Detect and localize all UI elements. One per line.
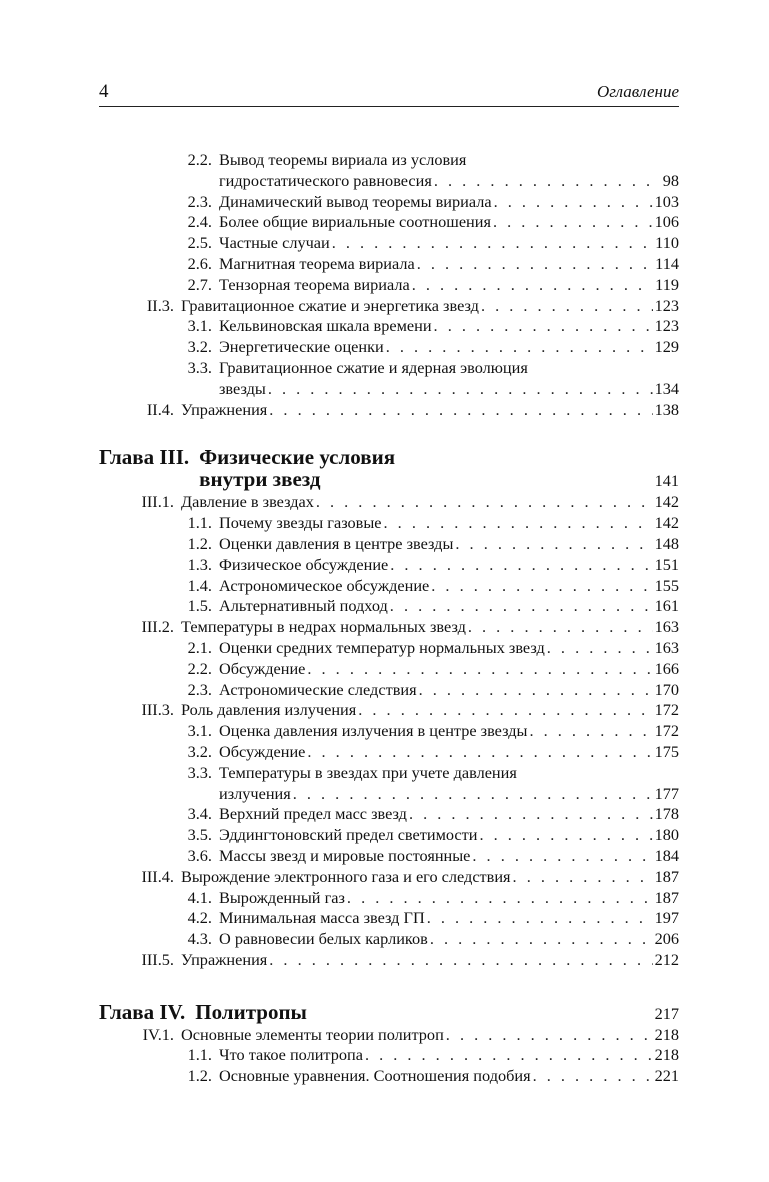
chapter-page-number: 217 (654, 1003, 679, 1023)
entry-title: Почему звезды газовые (219, 513, 382, 533)
entry-number: 3.2. (187, 741, 212, 761)
entry-title-row (181, 1025, 679, 1046)
chapter-title: Политропы (195, 999, 307, 1024)
chapter-heading-4[interactable] (99, 1001, 679, 1025)
entry-title-line2: излучения (219, 783, 291, 803)
dot-leader (305, 742, 653, 763)
entry-title-multiline (219, 150, 679, 192)
entry-title-row (219, 784, 679, 805)
entry-number: 2.1. (187, 637, 212, 657)
entry-page-number: 123 (654, 295, 679, 315)
entry-number: 3.1. (187, 721, 212, 741)
entry-page-number: 178 (654, 804, 679, 824)
entry-title: Упражнения (181, 399, 268, 419)
entry-title-row (181, 492, 679, 513)
entry-number: II.3. (146, 295, 174, 315)
dot-leader (384, 337, 653, 358)
toc-subsection-entry[interactable] (99, 576, 679, 597)
toc-subsection-entry[interactable] (99, 721, 679, 742)
entry-title-row (181, 617, 679, 638)
entry-page-number: 187 (654, 887, 679, 907)
entry-title: Основные элементы теории политроп (181, 1024, 444, 1044)
chapter-title-line1: Физические условия (199, 445, 396, 470)
toc-section-chapter4 (99, 1025, 679, 1087)
toc-subsection-entry[interactable] (99, 233, 679, 254)
entry-title: Астрономическое обсуждение (219, 575, 430, 595)
entry-title-line1: Гравитационное сжатие и ядерная эволюция (219, 357, 528, 377)
toc-section-entry[interactable] (99, 296, 679, 317)
entry-title: Массы звезд и мировые постоянные (219, 845, 471, 865)
entry-title: Верхний предел масс звезд (219, 804, 407, 824)
entry-title-line1: Вывод теоремы вириала из условия (219, 150, 467, 169)
entry-title: Обсуждение (219, 658, 306, 678)
entry-page-number: 197 (654, 908, 679, 928)
toc-subsection-entry[interactable] (99, 275, 679, 296)
toc-subsection-entry[interactable] (99, 212, 679, 233)
chapter-label: Глава III. (99, 445, 190, 470)
entry-title-line2: звезды (219, 378, 266, 398)
entry-number: 2.5. (187, 233, 212, 253)
entry-title: Температуры в недрах нормальных звезд (181, 617, 466, 637)
toc-subsection-entry[interactable] (99, 192, 679, 213)
entry-number: 2.2. (187, 658, 212, 678)
entry-title: Оценки средних температур нормальных звезд (219, 637, 545, 657)
dot-leader (444, 1025, 653, 1046)
entry-title-row (181, 400, 679, 421)
entry-title: Альтернативный подход (219, 596, 388, 616)
entry-title: Давление в звездах (181, 492, 314, 512)
dot-leader (382, 513, 653, 534)
entry-title: Более общие вириальные соотношения (219, 212, 491, 232)
toc-subsection-entry[interactable] (99, 908, 679, 929)
entry-title: Энергетические оценки (219, 337, 384, 357)
toc-subsection-entry[interactable] (99, 1045, 679, 1066)
dot-leader (477, 825, 653, 846)
entry-title: Астрономические следствия (219, 679, 417, 699)
entry-title-row (219, 212, 679, 233)
entry-title-row (219, 513, 679, 534)
entry-number: IV.1. (142, 1024, 174, 1044)
entry-title-row (219, 534, 679, 555)
chapter-label: Глава IV. (99, 999, 186, 1024)
entry-title-row (219, 379, 679, 400)
entry-title-row (219, 596, 679, 617)
entry-page-number: 151 (654, 554, 679, 574)
page-number: 4 (99, 81, 109, 102)
entry-title: Динамический вывод теоремы вириала (219, 191, 492, 211)
entry-title: Гравитационное сжатие и энергетика звезд (181, 295, 479, 315)
toc-section-entry[interactable] (99, 950, 679, 971)
dot-leader (432, 316, 653, 337)
entry-page-number: 142 (654, 513, 679, 533)
entry-number: 3.1. (187, 316, 212, 336)
dot-leader (356, 700, 653, 721)
entry-title-row (219, 316, 679, 337)
entry-number: 1.2. (187, 1066, 212, 1086)
toc-section-entry[interactable] (99, 700, 679, 721)
chapter-title-line2: внутри звезд (199, 467, 321, 492)
toc-subsection-entry[interactable] (99, 825, 679, 846)
entry-title-row (219, 908, 679, 929)
dot-leader (511, 867, 653, 888)
page-header (99, 80, 679, 107)
entry-number: 1.3. (187, 554, 212, 574)
entry-title-row (219, 742, 679, 763)
toc-subsection-entry[interactable] (99, 150, 679, 192)
toc-section-chapter2-tail (99, 150, 679, 420)
entry-number: III.1. (141, 492, 174, 512)
toc-subsection-entry[interactable] (99, 1066, 679, 1087)
entry-title: Эддингтоновский предел светимости (219, 825, 478, 845)
dot-leader (267, 950, 653, 971)
entry-title-row (181, 296, 679, 317)
entry-title-row (219, 576, 679, 597)
entry-title-row (181, 867, 679, 888)
dot-leader (388, 596, 653, 617)
dot-leader (428, 929, 653, 950)
entry-title-row (219, 555, 679, 576)
dot-leader (314, 492, 653, 513)
entry-number: 1.1. (187, 1045, 212, 1065)
entry-title-row (219, 638, 679, 659)
entry-title: Минимальная масса звезд ГП (219, 908, 425, 928)
entry-number: 1.4. (187, 575, 212, 595)
entry-number: 2.3. (187, 679, 212, 699)
entry-title-row (219, 929, 679, 950)
table-of-contents (99, 150, 679, 1087)
entry-number: III.3. (141, 700, 174, 720)
entry-title: Вырождение электронного газа и его следствия (181, 866, 511, 886)
toc-subsection-entry[interactable] (99, 254, 679, 275)
entry-number: 3.4. (187, 804, 212, 824)
entry-number: 2.6. (187, 253, 212, 273)
entry-number: 3.3. (187, 762, 212, 782)
entry-page-number: 184 (654, 845, 679, 865)
entry-title-row (219, 659, 679, 680)
entry-page-number: 134 (654, 378, 679, 398)
entry-title: О равновесии белых карликов (219, 929, 428, 949)
toc-subsection-entry[interactable] (99, 596, 679, 617)
entry-title-row (181, 950, 679, 971)
entry-number: 2.7. (187, 274, 212, 294)
entry-page-number: 175 (654, 741, 679, 761)
chapter-page-number: 141 (654, 471, 679, 491)
entry-page-number: 177 (654, 783, 679, 803)
entry-page-number: 138 (654, 399, 679, 419)
entry-title-row (219, 233, 679, 254)
toc-subsection-entry[interactable] (99, 358, 679, 400)
entry-title: Что такое политропа (219, 1045, 363, 1065)
entry-title-row (219, 1066, 679, 1087)
entry-number: 1.5. (187, 596, 212, 616)
entry-page-number: 163 (654, 617, 679, 637)
entry-title-row (219, 825, 679, 846)
entry-title: Вырожденный газ (219, 887, 345, 907)
entry-page-number: 98 (662, 170, 679, 190)
entry-title-row (219, 275, 679, 296)
entry-page-number: 206 (654, 929, 679, 949)
entry-title: Кельвиновская шкала времени (219, 316, 432, 336)
dot-leader (531, 1066, 653, 1087)
entry-title: Оценки давления в центре звезды (219, 533, 454, 553)
toc-subsection-entry[interactable] (99, 316, 679, 337)
dot-leader (453, 534, 653, 555)
entry-title-line2: гидростатического равновесия (219, 170, 432, 190)
entry-number: 2.4. (187, 212, 212, 232)
entry-title-row (219, 171, 679, 192)
toc-section-entry[interactable] (99, 400, 679, 421)
dot-leader (425, 908, 653, 929)
toc-subsection-entry[interactable] (99, 680, 679, 701)
dot-leader (267, 400, 653, 421)
toc-subsection-entry[interactable] (99, 513, 679, 534)
dot-leader (545, 638, 653, 659)
toc-subsection-entry[interactable] (99, 742, 679, 763)
toc-subsection-entry[interactable] (99, 659, 679, 680)
dot-leader (345, 888, 653, 909)
entry-title-multiline (219, 358, 679, 400)
dot-leader (388, 555, 653, 576)
entry-title: Частные случаи (219, 233, 330, 253)
entry-title-row (219, 721, 679, 742)
dot-leader (415, 254, 653, 275)
entry-title-row (219, 846, 679, 867)
toc-subsection-entry[interactable] (99, 846, 679, 867)
dot-leader (363, 1045, 653, 1066)
entry-number: III.5. (141, 949, 174, 969)
entry-title-row (219, 888, 679, 909)
entry-page-number: 172 (654, 700, 679, 720)
entry-title: Магнитная теорема вириала (219, 253, 415, 273)
toc-subsection-entry[interactable] (99, 929, 679, 950)
dot-leader (491, 212, 653, 233)
entry-page-number: 172 (654, 721, 679, 741)
entry-number: 2.2. (187, 150, 212, 169)
entry-page-number: 170 (654, 679, 679, 699)
entry-page-number: 114 (655, 253, 679, 273)
toc-subsection-entry[interactable] (99, 888, 679, 909)
dot-leader (417, 680, 653, 701)
entry-page-number: 123 (654, 316, 679, 336)
entry-page-number: 161 (654, 596, 679, 616)
entry-page-number: 166 (654, 658, 679, 678)
entry-page-number: 163 (654, 637, 679, 657)
entry-title: Роль давления излучения (181, 700, 357, 720)
entry-title-multiline (219, 763, 679, 805)
dot-leader (432, 171, 653, 192)
toc-subsection-entry[interactable] (99, 638, 679, 659)
dot-leader (305, 659, 653, 680)
toc-subsection-entry[interactable] (99, 804, 679, 825)
dot-leader (330, 233, 653, 254)
entry-page-number: 129 (654, 337, 679, 357)
entry-number: 3.6. (187, 845, 212, 865)
entry-page-number: 119 (655, 274, 679, 294)
dot-leader (492, 192, 653, 213)
dot-leader (527, 721, 653, 742)
entry-number: 3.3. (187, 357, 212, 377)
toc-subsection-entry[interactable] (99, 337, 679, 358)
chapter-heading-3[interactable] (99, 446, 679, 492)
entry-page-number: 218 (654, 1024, 679, 1044)
entry-title-row (219, 680, 679, 701)
entry-title-row (219, 192, 679, 213)
entry-title-row (219, 254, 679, 275)
dot-leader (410, 275, 653, 296)
dot-leader (266, 379, 653, 400)
dot-leader (466, 617, 653, 638)
entry-title: Обсуждение (219, 741, 306, 761)
entry-number: 1.2. (187, 533, 212, 553)
dot-leader (407, 804, 653, 825)
entry-number: 4.2. (187, 908, 212, 928)
entry-page-number: 142 (654, 492, 679, 512)
entry-number: III.2. (141, 617, 174, 637)
entry-title: Основные уравнения. Соотношения подобия (219, 1066, 531, 1086)
toc-section-chapter3 (99, 492, 679, 970)
entry-title: Тензорная теорема вириала (219, 274, 410, 294)
entry-title-row (181, 700, 679, 721)
entry-number: III.4. (141, 866, 174, 886)
entry-number: 1.1. (187, 513, 212, 533)
toc-section-entry[interactable] (99, 617, 679, 638)
dot-leader (291, 784, 653, 805)
dot-leader (470, 846, 653, 867)
entry-number: 3.5. (187, 825, 212, 845)
toc-subsection-entry[interactable] (99, 555, 679, 576)
entry-number: II.4. (146, 399, 174, 419)
entry-page-number: 106 (654, 212, 679, 232)
entry-page-number: 212 (654, 949, 679, 969)
entry-page-number: 180 (654, 825, 679, 845)
dot-leader (429, 576, 653, 597)
entry-page-number: 155 (654, 575, 679, 595)
entry-page-number: 110 (655, 233, 679, 253)
entry-title-row (219, 1045, 679, 1066)
toc-section-entry[interactable] (99, 492, 679, 513)
entry-number: 3.2. (187, 337, 212, 357)
toc-subsection-entry[interactable] (99, 534, 679, 555)
dot-leader (479, 296, 653, 317)
toc-subsection-entry[interactable] (99, 763, 679, 805)
entry-title-row (219, 337, 679, 358)
entry-title: Физическое обсуждение (219, 554, 389, 574)
entry-page-number: 221 (654, 1066, 679, 1086)
running-title: Оглавление (596, 82, 679, 101)
entry-number: 2.3. (187, 191, 212, 211)
toc-section-entry[interactable] (99, 867, 679, 888)
entry-number: 4.1. (187, 887, 212, 907)
entry-title-row (219, 804, 679, 825)
entry-title-line1: Температуры в звездах при учете давления (219, 762, 517, 782)
entry-page-number: 148 (654, 533, 679, 553)
entry-title: Упражнения (181, 949, 268, 969)
entry-title: Оценка давления излучения в центре звезды (219, 721, 528, 741)
entry-number: 4.3. (187, 929, 212, 949)
entry-page-number: 103 (654, 191, 679, 211)
entry-page-number: 187 (654, 866, 679, 886)
entry-page-number: 218 (654, 1045, 679, 1065)
toc-section-entry[interactable] (99, 1025, 679, 1046)
